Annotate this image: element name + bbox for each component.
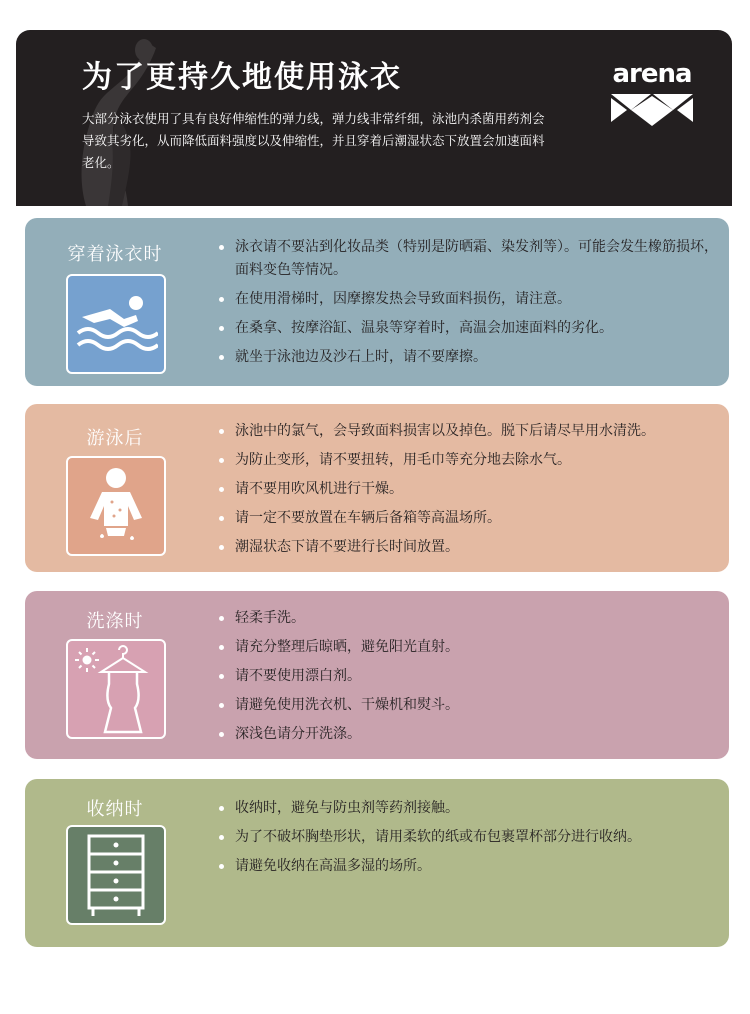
list-item: 为了不破坏胸垫形状，请用柔软的纸或布包裹罩杯部分进行收纳。	[215, 826, 720, 849]
list-item: 就坐于泳池边及沙石上时，请不要摩擦。	[215, 346, 720, 369]
swimmer-icon	[74, 289, 158, 359]
hanging-swimsuit-icon	[71, 644, 161, 734]
list-item: 在桑拿、按摩浴缸、温泉等穿着时，高温会加速面料的劣化。	[215, 317, 720, 340]
bullet-list	[215, 236, 720, 375]
page-title: 为了更持久地使用泳衣	[82, 60, 402, 95]
section-title: 穿着泳衣时	[67, 244, 163, 265]
section-title: 洗涤时	[86, 611, 144, 632]
list-item: 请不要使用漂白剂。	[215, 665, 720, 688]
section-storage	[25, 779, 729, 947]
section-title: 收纳时	[86, 799, 144, 820]
list-item: 请避免使用洗衣机、干燥机和熨斗。	[215, 694, 720, 717]
list-item: 在使用滑梯时，因摩擦发热会导致面料损伤，请注意。	[215, 288, 720, 311]
brand-logo	[602, 60, 702, 128]
brand-wordmark: arena	[612, 59, 692, 89]
list-item: 请充分整理后晾晒，避免阳光直射。	[215, 636, 720, 659]
list-item: 轻柔手洗。	[215, 607, 720, 630]
section-washing	[25, 591, 729, 759]
list-item: 深浅色请分开洗涤。	[215, 723, 720, 746]
header-banner	[16, 30, 732, 206]
list-item: 请避免收纳在高温多湿的场所。	[215, 855, 720, 878]
sun-icon	[75, 648, 99, 672]
section-icon-frame	[66, 639, 166, 739]
list-item: 收纳时，避免与防虫剂等药剂接触。	[215, 797, 720, 820]
bullet-list	[215, 607, 720, 752]
section-title: 游泳后	[86, 428, 144, 449]
list-item: 泳衣请不要沾到化妆品类（特别是防晒霜、染发剂等）。可能会发生橡筋损坏，面料变色等情况。	[215, 236, 720, 282]
drawer-cabinet-icon	[81, 832, 151, 918]
list-item: 请不要用吹风机进行干燥。	[215, 478, 720, 501]
section-icon-frame	[66, 274, 166, 374]
bullet-list	[215, 420, 720, 565]
section-wearing	[25, 218, 729, 386]
list-item: 潮湿状态下请不要进行长时间放置。	[215, 536, 720, 559]
list-item: 泳池中的氯气，会导致面料损害以及掉色。脱下后请尽早用水清洗。	[215, 420, 720, 443]
section-after-swimming	[25, 404, 729, 572]
intro-text: 大部分泳衣使用了具有良好伸缩性的弹力线，弹力线非常纤细，泳池内杀菌用药剂会导致其劣化，从而降低面料强度以及伸缩性，并且穿着后潮湿状态下放置会加速面料老化。	[82, 111, 545, 170]
section-icon-frame	[66, 825, 166, 925]
list-item: 为防止变形，请不要扭转，用毛巾等充分地去除水气。	[215, 449, 720, 472]
list-item: 请一定不要放置在车辆后备箱等高温场所。	[215, 507, 720, 530]
bullet-list	[215, 797, 720, 884]
wet-person-icon	[76, 464, 156, 548]
arena-diamond-logo-icon	[609, 92, 695, 128]
section-icon-frame	[66, 456, 166, 556]
